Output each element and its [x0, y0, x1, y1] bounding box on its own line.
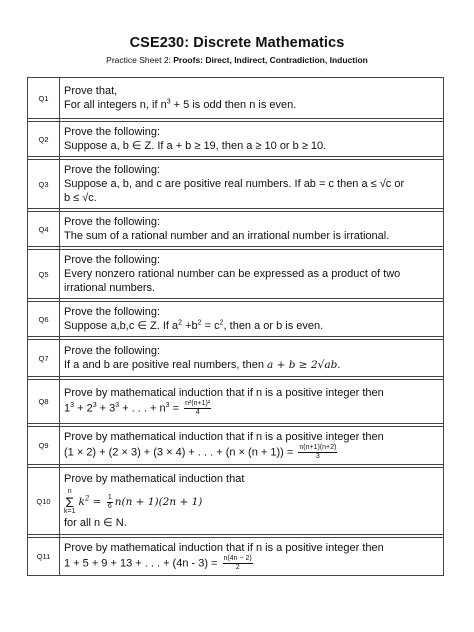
question-row	[28, 212, 444, 247]
question-text: Prove the following: If a and b are positive real numbers, then a + b ≥ 2√ab.	[60, 340, 444, 377]
questions-table	[27, 77, 444, 576]
document-subtitle: Practice Sheet 2: Proofs: Direct, Indirect, Contradiction, Induction	[106, 55, 368, 65]
question-number: Q9	[28, 427, 60, 465]
question-text: Prove by mathematical induction that if n is a positive integer then 1 + 5 + 9 + 13 + . . . + (4n - 3) = $\frac{n(4n - 2)}{2}$	[60, 538, 444, 576]
question-number: Q2	[28, 122, 60, 157]
question-text: Prove the following: Every nonzero rational number can be expressed as a product of two irrational numbers.	[60, 250, 444, 299]
question-number: Q5	[28, 250, 60, 299]
question-text: Prove by mathematical induction that if n is a positive integer then (1 × 2) + (2 × 3) + (3 × 4) + . . . + (n × (n + 1)) = $\frac{n(n+1)(n+2)}{3}$	[60, 427, 444, 465]
question-text: Prove the following: Suppose a,b,c ∈ Z. If $a^2 +b^2 = c^2$, then a or b is even.	[60, 302, 444, 337]
inequality-math: a + b ≥ 2√ab	[267, 359, 338, 371]
question-number: Q3	[28, 160, 60, 209]
question-number: Q1	[28, 78, 60, 119]
question-number: Q11	[28, 538, 60, 576]
question-text: Prove by mathematical induction that if n is a positive integer then $1^3 + 2^3 + 3^3$ + . . . + $n^3$ = $\frac{\text{n²(n+1)²}}{4}$	[60, 380, 444, 424]
question-row	[28, 427, 444, 465]
fraction: $\frac{\text{n²(n+1)²}}{4}$	[185, 400, 211, 416]
question-row	[28, 302, 444, 337]
question-text: Prove the following: Suppose a, b ∈ Z. If a + b ≥ 19, then a ≥ 10 or b ≥ 10.	[60, 122, 444, 157]
question-text: Prove that, For all integers n, if $n^3 + 5$ is odd then n is even.	[60, 78, 444, 119]
question-row	[28, 250, 444, 299]
fraction: $\frac{1}{6}$	[107, 493, 112, 510]
question-text: Prove by mathematical induction that n Σ $k=1k^2$ = $\frac{1}{6}$ n(n + 1)(2n + 1) for all n ∈ N.	[60, 468, 444, 535]
question-row	[28, 468, 444, 535]
question-row	[28, 380, 444, 424]
fraction: $\frac{n(4n - 2)}{2}$	[223, 555, 252, 571]
question-row	[28, 78, 444, 119]
question-row	[28, 122, 444, 157]
question-row	[28, 160, 444, 209]
summation-symbol: n Σ k=1	[64, 488, 76, 515]
question-number: Q10	[28, 468, 60, 535]
question-text: Prove the following: Suppose a, b, and c are positive real numbers. If ab = c then a ≤ √c or b ≤ √c.	[60, 160, 444, 209]
question-text: Prove the following: The sum of a rational number and an irrational number is irrational.	[60, 212, 444, 247]
question-number: Q4	[28, 212, 60, 247]
document-title: CSE230: Discrete Mathematics	[129, 35, 345, 51]
question-number: Q6	[28, 302, 60, 337]
question-row	[28, 340, 444, 377]
question-number: Q7	[28, 340, 60, 377]
question-row	[28, 538, 444, 576]
question-number: Q8	[28, 380, 60, 424]
fraction: $\frac{n(n+1)(n+2)}{3}$	[299, 444, 337, 460]
